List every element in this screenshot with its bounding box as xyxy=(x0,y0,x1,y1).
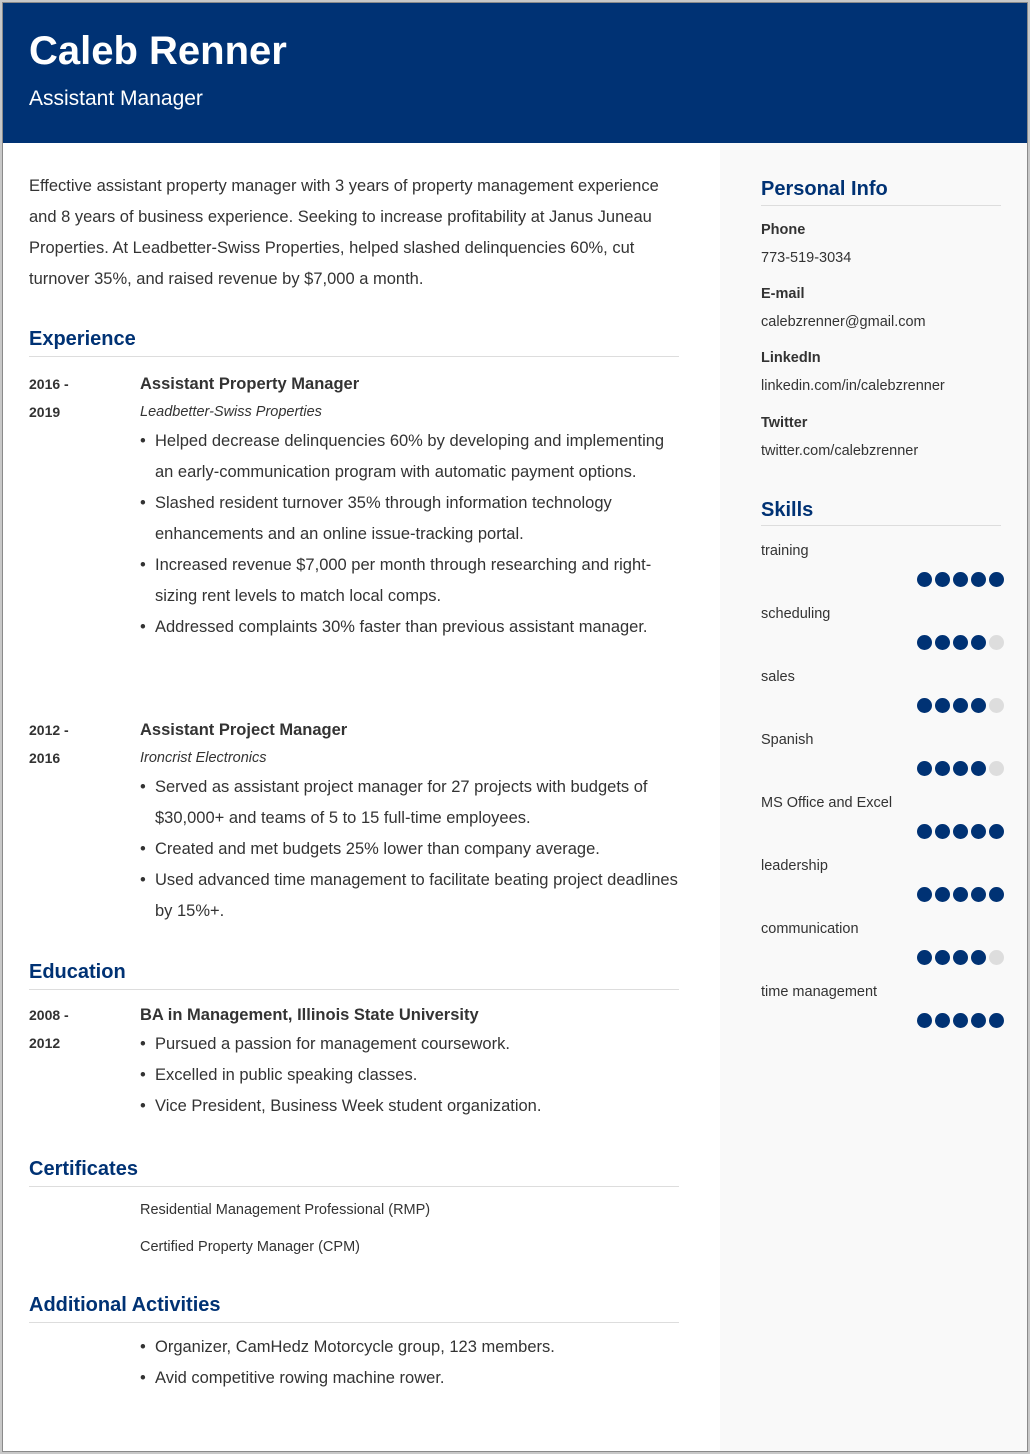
activities-heading: Additional Activities xyxy=(29,1294,221,1316)
rating-dot-filled xyxy=(935,698,950,713)
company-name: Leadbetter-Swiss Properties xyxy=(140,404,322,420)
entry-dates xyxy=(29,1001,89,1057)
rating-dot-empty xyxy=(989,698,1004,713)
list-item: • Used advanced time management to facilitate beating project deadlines by 15%+. xyxy=(140,865,680,927)
rating-dot-filled xyxy=(935,1013,950,1028)
list-item: • Served as assistant project manager for 27 projects with budgets of $30,000+ and teams of 5 to 15 full-time employees. xyxy=(140,772,680,834)
section-divider xyxy=(761,525,1001,526)
rating-dot-filled xyxy=(971,572,986,587)
email-value: calebzrenner@gmail.com xyxy=(761,314,926,330)
date-start: 2008 - xyxy=(29,1007,69,1023)
list-item: • Pursued a passion for management coursework. xyxy=(140,1029,680,1060)
twitter-value: twitter.com/calebzrenner xyxy=(761,443,919,459)
rating-dot-filled xyxy=(989,824,1004,839)
rating-dot-filled xyxy=(917,1013,932,1028)
entry-body xyxy=(140,370,680,643)
list-item: • Helped decrease delinquencies 60% by developing and implementing an early-communication program with automatic payment options. xyxy=(140,426,680,488)
rating-dot-filled xyxy=(971,887,986,902)
rating-dot-filled xyxy=(917,572,932,587)
rating-dot-filled xyxy=(989,1013,1004,1028)
date-end: 2016 xyxy=(29,750,61,766)
list-item: • Avid competitive rowing machine rower. xyxy=(140,1363,680,1394)
skill-name: sales xyxy=(761,669,795,685)
summary-paragraph: Effective assistant property manager with 3 years of property management experience and 8 years of business experience. Seeking to increase profitability at Janus Juneau Properties. At Leadbetter-Swiss Properties, helped slashed delinquencies 60%, cut turnover 35%, and raised revenue by $7,000 a month. xyxy=(29,177,659,288)
rating-dot-filled xyxy=(989,887,1004,902)
entry-body xyxy=(140,1001,680,1122)
skill-rating xyxy=(917,887,1007,903)
skill-name: communication xyxy=(761,921,859,937)
date-end: 2012 xyxy=(29,1035,61,1051)
skill-name: training xyxy=(761,543,809,559)
twitter-label: Twitter xyxy=(761,415,808,431)
job-role: Assistant Property Manager xyxy=(140,375,360,393)
candidate-name: Caleb Renner xyxy=(29,29,287,73)
achievement-list xyxy=(140,772,680,927)
list-item: • Slashed resident turnover 35% through information technology enhancements and an online issue-tracking portal. xyxy=(140,488,680,550)
rating-dot-filled xyxy=(935,824,950,839)
education-heading: Education xyxy=(29,961,126,983)
skill-name: scheduling xyxy=(761,606,831,622)
rating-dot-filled xyxy=(971,761,986,776)
rating-dot-filled xyxy=(917,824,932,839)
rating-dot-filled xyxy=(917,950,932,965)
activities-list xyxy=(140,1332,680,1394)
skill-rating xyxy=(917,572,1007,588)
list-item: • Created and met budgets 25% lower than company average. xyxy=(140,834,680,865)
section-divider xyxy=(761,205,1001,206)
candidate-title: Assistant Manager xyxy=(29,87,203,110)
entry-body xyxy=(140,1332,680,1394)
rating-dot-filled xyxy=(917,635,932,650)
date-start: 2016 - xyxy=(29,376,69,392)
rating-dot-filled xyxy=(935,635,950,650)
rating-dot-filled xyxy=(935,950,950,965)
rating-dot-filled xyxy=(971,950,986,965)
phone-value: 773-519-3034 xyxy=(761,250,852,266)
linkedin-label: LinkedIn xyxy=(761,350,821,366)
rating-dot-filled xyxy=(917,761,932,776)
rating-dot-filled xyxy=(917,698,932,713)
date-end: 2019 xyxy=(29,404,61,420)
list-item: • Organizer, CamHedz Motorcycle group, 123 members. xyxy=(140,1332,680,1363)
certificates-heading: Certificates xyxy=(29,1158,138,1180)
skill-rating xyxy=(917,635,1007,651)
list-item: • Excelled in public speaking classes. xyxy=(140,1060,680,1091)
rating-dot-filled xyxy=(917,887,932,902)
entry-body xyxy=(140,716,680,927)
rating-dot-filled xyxy=(953,698,968,713)
entry-dates xyxy=(29,370,89,426)
skill-name: time management xyxy=(761,984,878,1000)
rating-dot-empty xyxy=(989,950,1004,965)
skill-rating xyxy=(917,1013,1007,1029)
rating-dot-filled xyxy=(971,824,986,839)
resume-page xyxy=(2,2,1028,1452)
resume-header xyxy=(3,3,1028,143)
rating-dot-filled xyxy=(935,761,950,776)
rating-dot-filled xyxy=(971,1013,986,1028)
degree-name: BA in Management, Illinois State University xyxy=(140,1006,479,1024)
education-list xyxy=(140,1029,680,1122)
skill-name: MS Office and Excel xyxy=(761,795,893,811)
list-item: • Vice President, Business Week student organization. xyxy=(140,1091,680,1122)
list-item: • Increased revenue $7,000 per month through researching and right-sizing rent levels to match local comps. xyxy=(140,550,680,612)
date-start: 2012 - xyxy=(29,722,69,738)
rating-dot-filled xyxy=(953,1013,968,1028)
section-divider xyxy=(29,356,679,357)
rating-dot-filled xyxy=(953,950,968,965)
rating-dot-empty xyxy=(989,635,1004,650)
rating-dot-filled xyxy=(935,887,950,902)
job-role: Assistant Project Manager xyxy=(140,721,348,739)
skill-name: leadership xyxy=(761,858,828,874)
rating-dot-empty xyxy=(989,761,1004,776)
company-name: Ironcrist Electronics xyxy=(140,750,267,766)
rating-dot-filled xyxy=(935,572,950,587)
skill-name: Spanish xyxy=(761,732,814,748)
rating-dot-filled xyxy=(971,635,986,650)
skill-rating xyxy=(917,824,1007,840)
achievement-list xyxy=(140,426,680,643)
rating-dot-filled xyxy=(953,572,968,587)
list-item: • Addressed complaints 30% faster than previous assistant manager. xyxy=(140,612,680,643)
rating-dot-filled xyxy=(971,698,986,713)
email-label: E-mail xyxy=(761,286,805,302)
rating-dot-filled xyxy=(953,635,968,650)
certificate-item: Residential Management Professional (RMP) xyxy=(140,1202,431,1218)
rating-dot-filled xyxy=(953,887,968,902)
skills-heading: Skills xyxy=(761,499,814,521)
skill-rating xyxy=(917,761,1007,777)
linkedin-value: linkedin.com/in/calebzrenner xyxy=(761,378,945,394)
experience-heading: Experience xyxy=(29,328,136,350)
entry-dates xyxy=(29,716,89,772)
section-divider xyxy=(29,1186,679,1187)
rating-dot-filled xyxy=(989,572,1004,587)
phone-label: Phone xyxy=(761,222,806,238)
rating-dot-filled xyxy=(953,824,968,839)
section-divider xyxy=(29,1322,679,1323)
rating-dot-filled xyxy=(953,761,968,776)
section-divider xyxy=(29,989,679,990)
skill-rating xyxy=(917,698,1007,714)
personal-info-heading: Personal Info xyxy=(761,178,888,200)
certificate-item: Certified Property Manager (CPM) xyxy=(140,1239,360,1255)
skill-rating xyxy=(917,950,1007,966)
